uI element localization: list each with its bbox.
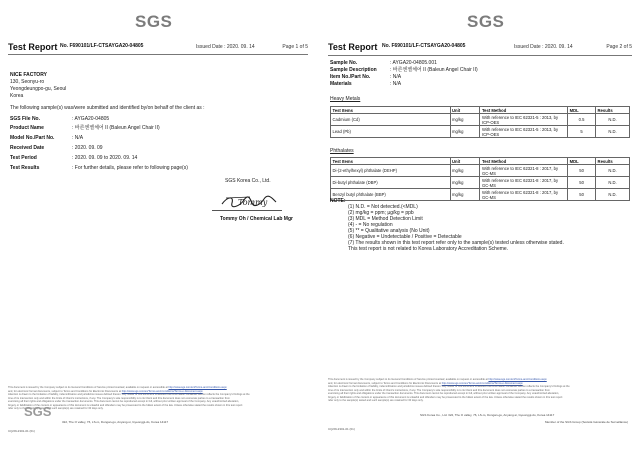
table-row bbox=[331, 165, 630, 177]
phthalates-table bbox=[330, 157, 630, 201]
note-line: (2) mg/kg = ppm; µg/kg = ppb bbox=[348, 210, 414, 216]
issued-date: Issued Date : 2020. 09. 14 bbox=[514, 44, 573, 50]
table-cell: 50 bbox=[568, 189, 596, 201]
client-address-line-1: 130, Seonyu-ro bbox=[10, 79, 45, 85]
signature-image bbox=[220, 192, 278, 210]
note-line: (6) Negative = Undetectable / Positive = Detectable bbox=[348, 234, 462, 240]
report-header bbox=[328, 42, 632, 54]
terms-link[interactable]: http://www.sgs.com/en/Terms-and-Conditions.aspx bbox=[488, 378, 547, 381]
table-cell: mg/kg bbox=[450, 165, 480, 177]
table-cell: With reference to IEC 62321-5 : 2013, by ICP-OES bbox=[480, 126, 568, 138]
page-number: Page 2 of 5 bbox=[606, 44, 632, 50]
signature-line bbox=[212, 210, 282, 211]
page-number: Page 1 of 5 bbox=[282, 44, 308, 50]
footer-disclaimer-line: time of its intervention only and within the limits of Client's instructions, if any. The Company's sole responsibility is to its Client and this document does not exonerate parties to a transaction from bbox=[328, 388, 550, 392]
column-header: Results bbox=[596, 107, 630, 114]
client-name: NICE FACTORY bbox=[10, 72, 47, 78]
report-number: No. F690101/LF-CTSAYGA20-04805 bbox=[60, 43, 144, 49]
field-value: : 바른엔젤체어 II (Baleun Angel Chair II) bbox=[390, 67, 478, 73]
table-cell: N.D. bbox=[596, 165, 630, 177]
table-header-row bbox=[331, 107, 630, 114]
note-label: NOTE: bbox=[330, 198, 346, 204]
report-title: Test Report bbox=[8, 42, 58, 52]
table-row bbox=[331, 126, 630, 138]
field-value: : For further details, please refer to following page(s) bbox=[72, 165, 188, 171]
field-value: : N/A bbox=[390, 81, 402, 87]
table-cell: 50 bbox=[568, 177, 596, 189]
footer-disclaimer-line: and, for electronic format documents, subject to Terms and Conditions for Electronic Documents at http://www.sgs.com/en/Terms-and-Conditions/Terms-e-Document.aspx bbox=[8, 389, 203, 393]
header-divider bbox=[8, 54, 308, 55]
field-label: Sample Description bbox=[330, 67, 377, 73]
table-row bbox=[331, 114, 630, 126]
footer-disclaimer-line: and, for electronic format documents, subject to Terms and Conditions for Electronic Documents at http://www.sgs.com/en/Terms-and-Conditions/Terms-e-Document.aspx bbox=[328, 381, 523, 385]
table-cell: 5 bbox=[568, 126, 596, 138]
table-cell: N.D. bbox=[596, 189, 630, 201]
footer-disclaimer-line: Attention is drawn to the limitation of liability, indemnification and jurisdiction issues defined therein. Any holder of this document is advised that information contained hereon reflects the Company's findings at the bbox=[328, 385, 570, 388]
footer-disclaimer-line: refer only to the sample(s) tested and such sample(s) are retained for 30 days only. bbox=[8, 407, 104, 410]
form-code: CQ/29-2301-01 (01) bbox=[8, 429, 35, 433]
field-label: Item No./Part No. bbox=[330, 74, 371, 80]
form-code: CQ/29-2301-01 (01) bbox=[328, 427, 355, 431]
footer-disclaimer-line: refer only to the sample(s) tested and such sample(s) are retained for 30 days only. bbox=[328, 399, 424, 402]
field-label: Test Results bbox=[10, 165, 40, 171]
table-cell: Lead (Pb) bbox=[331, 126, 451, 138]
field-label: SGS File No. bbox=[10, 116, 41, 122]
column-header: Test Items bbox=[331, 107, 451, 114]
table-header-row bbox=[331, 158, 630, 165]
footer-sgs-logo: SGS bbox=[24, 404, 52, 419]
footer-disclaimer-line: time of its intervention only and within the limits of Client's instructions, if any. The Company's sole responsibility is to its Client and this document does not exonerate parties to a transaction from bbox=[8, 396, 230, 400]
field-label: Test Period bbox=[10, 155, 37, 161]
field-value: : 바른엔젤체어 II (Baleun Angel Chair II) bbox=[72, 125, 160, 131]
column-header: Results bbox=[596, 158, 630, 165]
client-address-line-2: Yeongdeungpo-gu, Seoul bbox=[10, 86, 67, 92]
report-header bbox=[8, 42, 308, 54]
report-page-2 bbox=[320, 0, 640, 451]
sgs-logo: SGS bbox=[467, 12, 505, 31]
table-row bbox=[331, 177, 630, 189]
footer-disclaimer-line: Attention is drawn to the limitation of liability, indemnification and jurisdiction issues defined therein. Any holder of this document is advised that information contained hereon reflects the Company's findings at the bbox=[8, 393, 250, 396]
table-cell: With reference to IEC 62321-8 : 2017, by GC-MS bbox=[480, 177, 568, 189]
column-header: Test Method bbox=[480, 158, 568, 165]
terms-link[interactable]: http://www.sgs.com/en/Terms-and-Conditions.aspx bbox=[168, 386, 227, 389]
column-header: Unit bbox=[450, 107, 480, 114]
table-row bbox=[331, 189, 630, 201]
note-line: (4) - = No regulation bbox=[348, 222, 393, 228]
client-country: Korea bbox=[10, 93, 24, 99]
field-label: Model No./Part No. bbox=[10, 135, 55, 141]
table-cell: mg/kg bbox=[450, 126, 480, 138]
table-cell: N.D. bbox=[596, 114, 630, 126]
field-value: : 2020. 09. 09 to 2020. 09. 14 bbox=[72, 155, 138, 161]
table-cell: Benzyl butyl phthalate (BBP) bbox=[331, 189, 451, 201]
table-cell: N.D. bbox=[596, 177, 630, 189]
issued-date: Issued Date : 2020. 09. 14 bbox=[196, 44, 255, 50]
field-label: Product Name bbox=[10, 125, 44, 131]
table-cell: mg/kg bbox=[450, 177, 480, 189]
column-header: Test Method bbox=[480, 107, 568, 114]
footer-disclaimer-line: This document is issued by the Company subject to its General Conditions of Service printed overleaf, available on request or accessible at http://www.sgs.com/en/Terms-and-Conditions.aspx bbox=[8, 386, 227, 389]
field-label: Sample No. bbox=[330, 60, 358, 66]
table-cell: With reference to IEC 62321-8 : 2017, by GC-MS bbox=[480, 165, 568, 177]
footer-disclaimer-line: forgery or falsification of the content or appearance of this document is unlawful and offenders may be prosecuted to the fullest extent of the law. Unless otherwise stated the results shown in this test report bbox=[328, 395, 563, 399]
company-name: SGS Korea Co., Ltd. bbox=[225, 178, 271, 184]
table-cell: Di-butyl phthalate (DBP) bbox=[331, 177, 451, 189]
submission-statement: The following sample(s) was/were submitted and identified by/on behalf of the client as : bbox=[10, 105, 205, 111]
field-value: : AYGA20-04805.001 bbox=[390, 60, 437, 66]
note-line: (1) N.D. = Not detected.(<MDL) bbox=[348, 204, 418, 210]
note-line: (7) The results shown in this test report refer only to the sample(s) tested unless otherwise stated. bbox=[348, 240, 564, 246]
table-cell: With reference to IEC 62321-8 : 2017, by GC-MS bbox=[480, 189, 568, 201]
note-line: This test report is not related to Korea Laboratory Accreditation Scheme. bbox=[348, 246, 509, 252]
e-document-terms-link[interactable]: http://www.sgs.com/en/Terms-and-Conditions/Terms-e-Document.aspx bbox=[121, 389, 203, 393]
signatory-name: Tommy Oh / Chemical Lab Mgr bbox=[220, 216, 293, 222]
table-cell: Di-(2-ethylhexyl) phthalate (DEHP) bbox=[331, 165, 451, 177]
note-line: (5) ** = Qualitative analysis (No Unit) bbox=[348, 228, 430, 234]
field-label: Materials bbox=[330, 81, 352, 87]
column-header: Unit bbox=[450, 158, 480, 165]
table-cell: mg/kg bbox=[450, 114, 480, 126]
field-value: : 2020. 09. 09 bbox=[72, 145, 103, 151]
table-cell: mg/kg bbox=[450, 189, 480, 201]
footer-address: 322, The O valley, 76, LS-ro, Dongan-gu, Anyang-si, Gyeonggi-do, Korea 14117 bbox=[62, 420, 169, 424]
table-cell: N.D. bbox=[596, 126, 630, 138]
footer-disclaimer-line: This document is issued by the Company subject to its General Conditions of Service printed overleaf, available on request or accessible at http://www.sgs.com/en/Terms-and-Conditions.aspx bbox=[328, 378, 547, 381]
e-document-terms-link[interactable]: http://www.sgs.com/en/Terms-and-Conditions/Terms-e-Document.aspx bbox=[441, 381, 523, 385]
field-value: : N/A bbox=[390, 74, 402, 80]
field-value: : N/A bbox=[72, 135, 84, 141]
field-value: : AYGA20-04805 bbox=[72, 116, 110, 122]
section-heading-phthalates: Phthalates bbox=[330, 148, 354, 154]
column-header: MDL bbox=[568, 158, 596, 165]
sgs-logo: SGS bbox=[135, 12, 173, 31]
column-header: MDL bbox=[568, 107, 596, 114]
field-label: Received Date bbox=[10, 145, 45, 151]
table-cell: With reference to IEC 62321-5 : 2013, by ICP-OES bbox=[480, 114, 568, 126]
footer-disclaimer-line: exercising all their rights and obligations under the transaction documents. This document cannot be reproduced except in full, without prior written approval of the Company. Any unauthorized alteration, bbox=[328, 392, 560, 395]
note-line: (3) MDL = Method Detection Limit bbox=[348, 216, 423, 222]
footer-address: SGS Korea Co., Ltd. 322, The O valley, 76, LS-ro, Dongan-gu, Anyang-si, Gyeonggi-do, Korea 14117 bbox=[420, 413, 555, 417]
header-divider bbox=[328, 55, 632, 56]
column-header: Test Items bbox=[331, 158, 451, 165]
table-cell: 50 bbox=[568, 165, 596, 177]
footer-disclaimer-line: exercising all their rights and obligations under the transaction documents. This document cannot be reproduced except in full, without prior written approval of the Company. Any unauthorized alteration, bbox=[8, 400, 240, 403]
signature-text: Tommy bbox=[238, 198, 268, 207]
table-cell: 0.5 bbox=[568, 114, 596, 126]
table-cell: Cadmium (Cd) bbox=[331, 114, 451, 126]
heavy-metals-table bbox=[330, 106, 630, 138]
section-heading-heavy-metals: Heavy Metals bbox=[330, 96, 361, 102]
footer-disclaimer-line: forgery or falsification of the content or appearance of this document is unlawful and offenders may be prosecuted to the fullest extent of the law. Unless otherwise stated the results shown in this test report bbox=[8, 403, 243, 407]
report-number: No. F690101/LF-CTSAYGA20-04805 bbox=[382, 43, 466, 49]
report-title: Test Report bbox=[328, 42, 378, 52]
footer-member-text: Member of the SGS Group (Société Générale de Surveillance) bbox=[544, 420, 628, 424]
